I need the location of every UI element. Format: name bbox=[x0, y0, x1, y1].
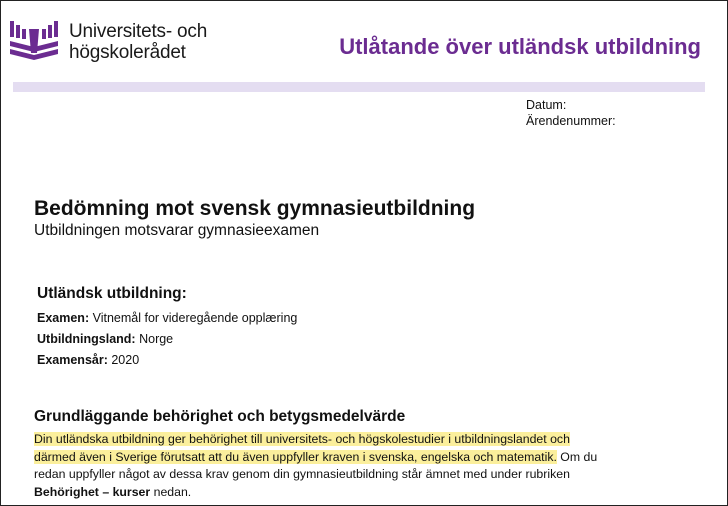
paragraph-end: nedan. bbox=[150, 484, 192, 499]
courses-reference: Behörighet – kurser bbox=[34, 484, 151, 499]
eligibility-heading: Grundläggande behörighet och betygsmedelvärde bbox=[34, 408, 406, 425]
org-name-line2: högskolerådet bbox=[69, 42, 186, 63]
document-title: Utlåtande över utländsk utbildning bbox=[339, 34, 701, 59]
assessment-result: Utbildningen motsvarar gymnasieexamen bbox=[34, 222, 320, 239]
paragraph-continuation: Om du bbox=[556, 449, 598, 464]
date-label: Datum: bbox=[526, 98, 567, 112]
foreign-education-heading: Utländsk utbildning: bbox=[37, 285, 187, 302]
country-value: Norge bbox=[139, 332, 174, 346]
header-divider-bar bbox=[13, 82, 705, 92]
organization-name bbox=[69, 21, 207, 63]
exam-year-field bbox=[37, 353, 139, 367]
paragraph-line-3: redan uppfyller något av dessa krav genom din gymnasieutbildning står ämnet med under rubriken bbox=[34, 467, 570, 481]
exam-year-label: Examensår: bbox=[37, 353, 108, 367]
country-field bbox=[37, 332, 173, 346]
country-label: Utbildningsland: bbox=[37, 332, 136, 346]
case-number-label: Ärendenummer: bbox=[526, 114, 616, 128]
exam-label: Examen: bbox=[37, 311, 90, 325]
exam-value: Vitnemål for videregående opplæring bbox=[92, 311, 298, 325]
highlight-line-2: därmed även i Sverige förutsatt att du även uppfyller kraven i svenska, engelska och matematik. bbox=[34, 449, 557, 464]
org-name-line1: Universitets- och bbox=[69, 21, 208, 42]
eligibility-paragraph bbox=[34, 431, 634, 501]
uhr-logo-icon bbox=[10, 17, 58, 65]
assessment-heading: Bedömning mot svensk gymnasieutbildning bbox=[34, 197, 476, 220]
exam-year-value: 2020 bbox=[111, 353, 140, 367]
document-meta bbox=[526, 97, 616, 129]
highlight-line-1: Din utländska utbildning ger behörighet till universitets- och högskolestudier i utbildningslandet och bbox=[34, 432, 570, 446]
exam-field bbox=[37, 311, 297, 325]
